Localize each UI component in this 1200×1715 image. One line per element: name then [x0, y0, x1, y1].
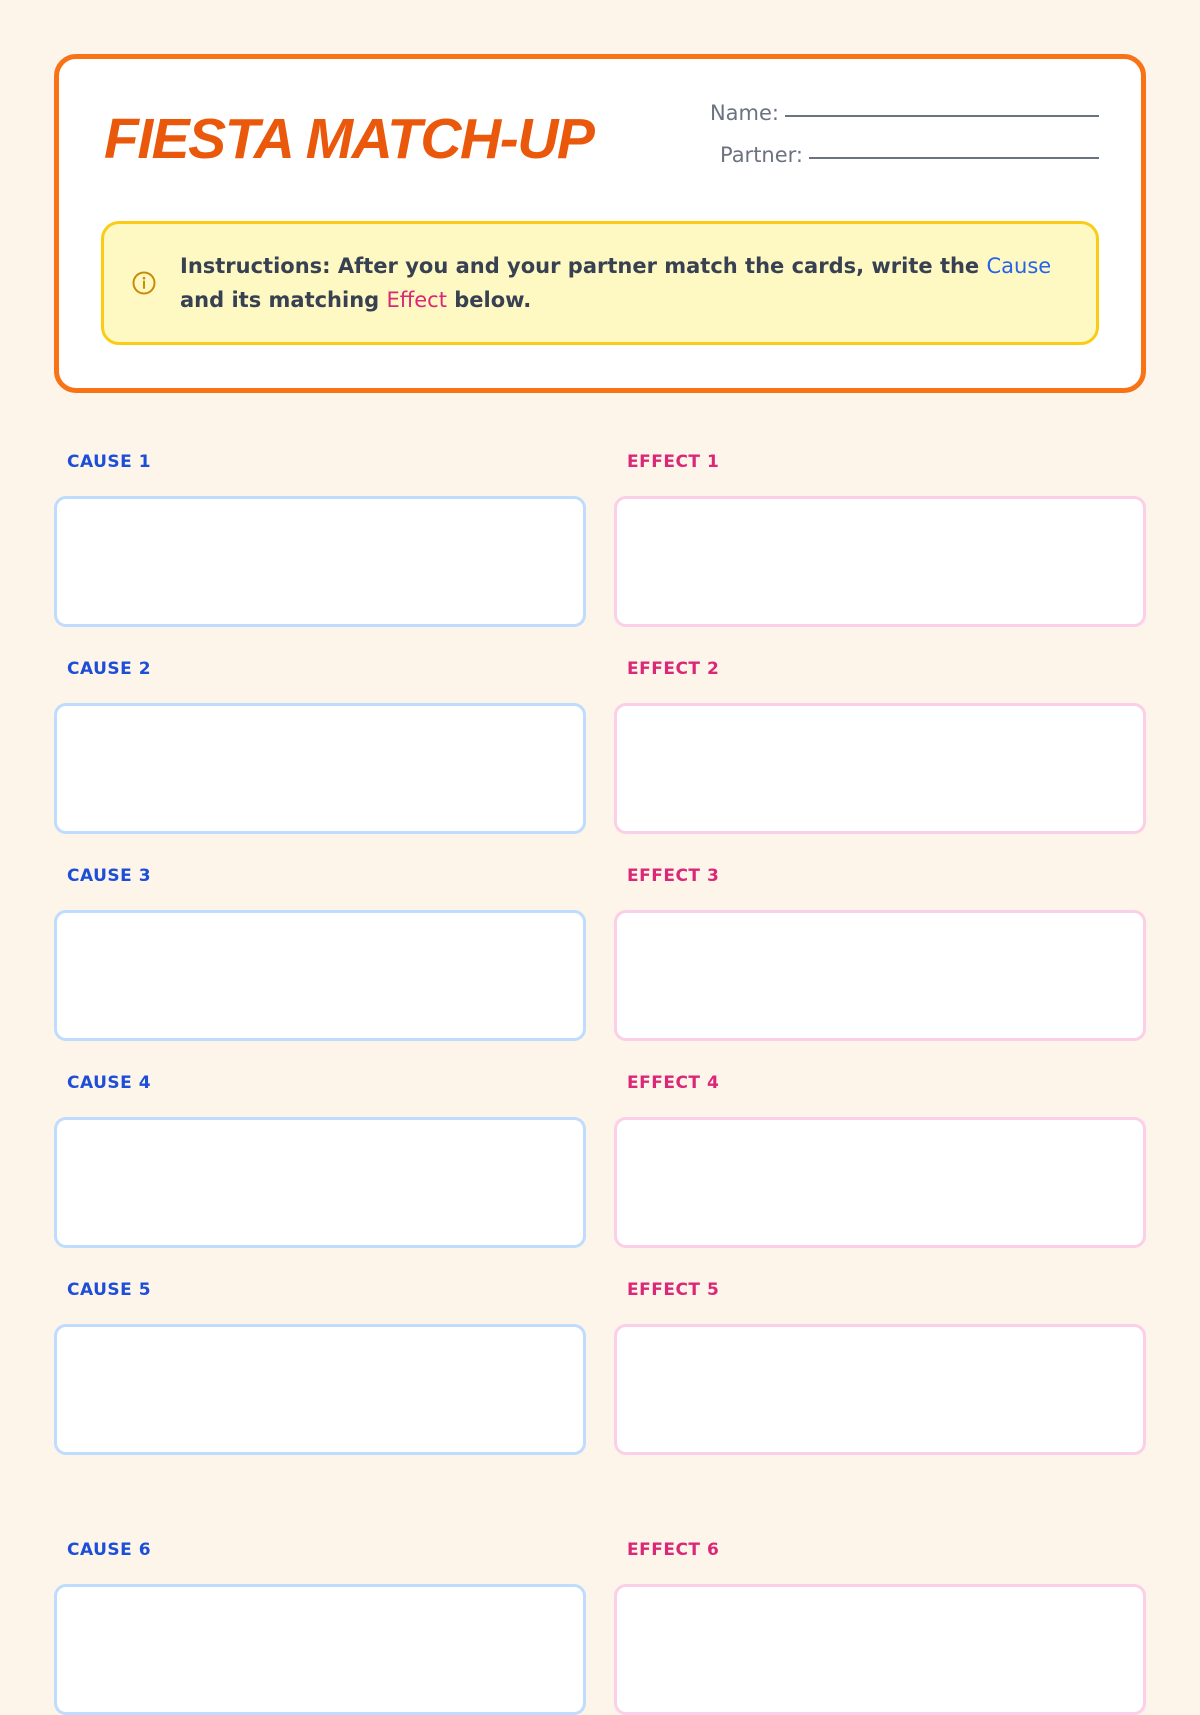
cause-1-input[interactable]	[54, 496, 586, 627]
info-icon	[132, 271, 156, 295]
pair-5	[54, 1280, 1146, 1450]
effect-6-label: EFFECT 6	[627, 1540, 720, 1560]
instructions-text-middle: and its matching	[180, 288, 387, 312]
partner-field[interactable]	[720, 143, 1099, 167]
effect-1-label: EFFECT 1	[627, 452, 720, 472]
effect-1-slot	[614, 452, 1146, 627]
cause-4-label: CAUSE 4	[67, 1073, 152, 1093]
cause-2-label: CAUSE 2	[67, 659, 152, 679]
cause-4-slot	[54, 1073, 586, 1248]
cause-2-slot	[54, 659, 586, 834]
name-label: Name:	[709, 101, 779, 125]
cause-3-label: CAUSE 3	[67, 866, 152, 886]
pair-2	[54, 659, 1146, 829]
cause-1-label: CAUSE 1	[67, 452, 152, 472]
effect-3-slot	[614, 866, 1146, 1041]
cause-6-label: CAUSE 6	[67, 1540, 152, 1560]
effect-4-label: EFFECT 4	[627, 1073, 720, 1093]
cause-4-input[interactable]	[54, 1117, 586, 1248]
effect-4-input[interactable]	[614, 1117, 1146, 1248]
cause-6-slot	[54, 1540, 586, 1715]
effect-keyword: Effect	[386, 288, 447, 312]
effect-2-slot	[614, 659, 1146, 834]
cause-1-slot	[54, 452, 586, 627]
effect-3-label: EFFECT 3	[627, 866, 720, 886]
worksheet-title: FIESTA MATCH-UP	[104, 107, 594, 171]
instructions-text-end: below.	[446, 288, 532, 312]
effect-6-slot	[614, 1540, 1146, 1715]
pair-6	[54, 1540, 1146, 1710]
cause-3-slot	[54, 866, 586, 1041]
instructions-text	[180, 249, 1066, 317]
instructions-box	[101, 221, 1099, 345]
cause-6-input[interactable]	[54, 1584, 586, 1715]
effect-5-label: EFFECT 5	[627, 1280, 720, 1300]
effect-2-input[interactable]	[614, 703, 1146, 834]
partner-blank-line[interactable]	[809, 157, 1099, 159]
name-blank-line[interactable]	[785, 115, 1099, 117]
cause-keyword: Cause	[986, 254, 1052, 278]
student-fields	[710, 101, 1099, 167]
name-field[interactable]	[710, 101, 1099, 125]
cause-5-input[interactable]	[54, 1324, 586, 1455]
cause-5-label: CAUSE 5	[67, 1280, 152, 1300]
pair-1	[54, 452, 1146, 622]
effect-2-label: EFFECT 2	[627, 659, 720, 679]
header-card	[54, 54, 1146, 393]
instructions-text-start: Instructions: After you and your partner match the cards, write the	[180, 254, 987, 278]
effect-4-slot	[614, 1073, 1146, 1248]
cause-5-slot	[54, 1280, 586, 1455]
effect-6-input[interactable]	[614, 1584, 1146, 1715]
effect-3-input[interactable]	[614, 910, 1146, 1041]
effect-1-input[interactable]	[614, 496, 1146, 627]
pair-3	[54, 866, 1146, 1036]
cause-3-input[interactable]	[54, 910, 586, 1041]
partner-label: Partner:	[719, 143, 803, 167]
effect-5-input[interactable]	[614, 1324, 1146, 1455]
pair-4	[54, 1073, 1146, 1243]
cause-2-input[interactable]	[54, 703, 586, 834]
effect-5-slot	[614, 1280, 1146, 1455]
